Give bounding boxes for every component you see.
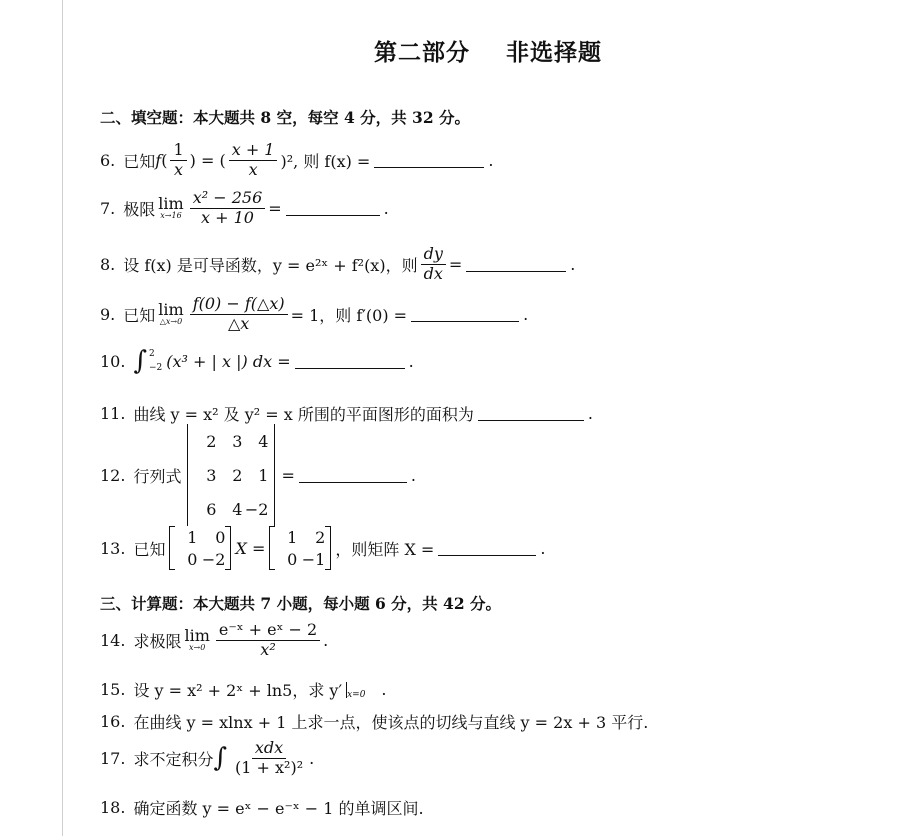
question-9: 9. 已知 lim △x→0 $\frac{f(0) - f(\triangle x)}{\triangle x}$ = 1，则 f′(0) = . — [100, 294, 529, 333]
question-15: 15. 设 y = x² + 2ˣ + ln5，求 y′ $_{x=0}$ . — [100, 680, 387, 700]
question-10: 10. ∫ 2 −2 (x³ + | x |) dx = . — [100, 346, 414, 376]
fraction: $\frac{1}{x}$ — [170, 142, 186, 179]
question-17: 17. 求不定积分 ∫ $\frac{\text{xdx}}{\text{(1 + x²)²}}$ . — [100, 738, 315, 777]
answer-blank[interactable] — [466, 257, 566, 272]
integral-sign: ∫ — [213, 743, 228, 774]
question-11: 11. 曲线 y = x² 及 y² = x 所围的平面图形的面积为 . — [100, 404, 594, 424]
exam-page — [64, 0, 912, 836]
answer-blank[interactable] — [438, 541, 536, 556]
fraction: $\frac{f(0) - f(\triangle x)}{\triangle x}$ — [190, 296, 288, 333]
fraction: $\frac{\text{e⁻ˣ + eˣ − 2}}{\text{x²}}$ — [216, 622, 320, 659]
fraction: $\frac{\text{x² − 256}}{x + 10}$ — [190, 190, 266, 227]
question-18: 18. 确定函数 y = eˣ − e⁻ˣ − 1 的单调区间. — [100, 798, 424, 818]
answer-blank[interactable] — [286, 201, 380, 216]
question-16: 16. 在曲线 y = xlnx + 1 上求一点，使该点的切线与直线 y = 2x + 3 平行. — [100, 712, 649, 732]
answer-blank[interactable] — [411, 307, 519, 322]
section-calculation-heading: 三、计算题：本大题共 7 小题，每小题 6 分，共 42 分。 — [100, 594, 502, 613]
page-left-edge — [62, 0, 63, 836]
question-13: 13. 已知 1 0 0 −2 X = 1 2 0 −1 ，则矩阵 X = . — [100, 527, 546, 569]
question-6: 6. 已知 f ( $\frac{1}{x}$ ) = ( $\frac{x + 1}{x}$ )², 则 f(x) = . — [100, 140, 494, 179]
fraction: $\frac{\text{xdx}}{\text{(1 + x²)²}}$ — [235, 738, 304, 777]
fraction: $\frac{dy}{dx}$ — [421, 246, 446, 283]
integral-bounds: 2 −2 — [149, 348, 163, 373]
question-7: 7. 极限 lim x→16 $\frac{\text{x² − 256}}{x + 10}$ = . — [100, 188, 389, 227]
limit: lim △x→0 — [158, 300, 184, 327]
answer-blank[interactable] — [295, 354, 405, 369]
section-fill-blank-heading: 二、填空题：本大题共 8 空，每空 4 分，共 32 分。 — [100, 108, 471, 127]
question-14: 14. 求极限 lim x→0 $\frac{\text{e⁻ˣ + eˣ − 2}}{\text{x²}}$ . — [100, 620, 329, 659]
limit: lim x→16 — [158, 194, 184, 221]
question-8: 8. 设 f(x) 是可导函数，y = e²ˣ + f²(x)，则 $\frac{dy}{dx}$ = . — [100, 244, 576, 283]
limit: lim x→0 — [184, 626, 210, 653]
matrix-a: 1 0 0 −2 — [169, 526, 231, 570]
question-12: 12. 行列式 2 3 4 3 2 1 6 4 −2 = . — [100, 424, 416, 526]
matrix-b: 1 2 0 −1 — [269, 526, 331, 570]
integral-sign: ∫ — [133, 346, 147, 376]
fraction: $\frac{x + 1}{x}$ — [229, 142, 278, 179]
answer-blank[interactable] — [374, 153, 484, 168]
answer-blank[interactable] — [478, 406, 584, 421]
determinant: 2 3 4 3 2 1 6 4 −2 — [187, 424, 275, 526]
answer-blank[interactable] — [299, 468, 407, 483]
page-title: 第二部分 非选择题 — [374, 39, 602, 66]
